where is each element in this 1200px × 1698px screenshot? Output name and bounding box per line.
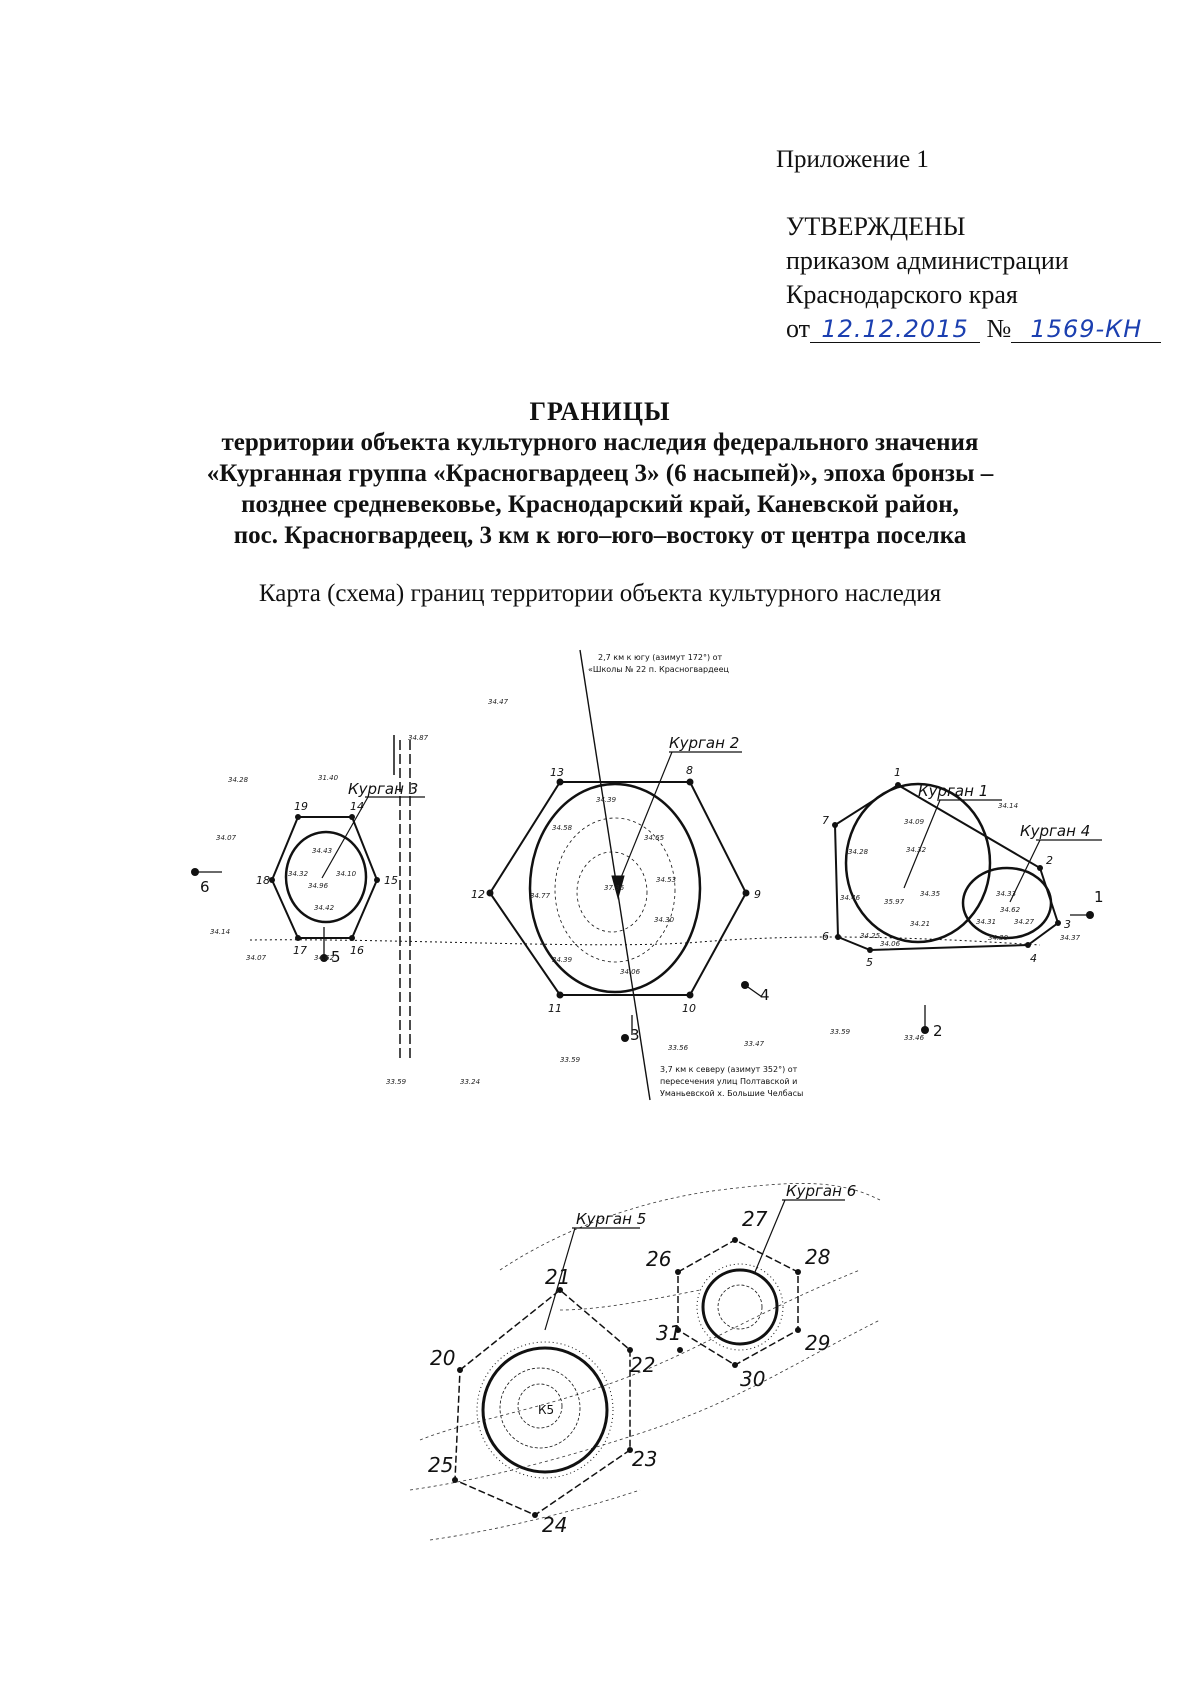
vertex-12: 12 [471, 888, 485, 901]
heading-main: ГРАНИЦЫ [529, 397, 671, 426]
survey-marker-4 [741, 981, 749, 989]
approved-line-1: приказом администрации [786, 246, 1069, 275]
elev: 34.39 [552, 956, 573, 964]
point-28: 28 [805, 1245, 831, 1269]
elev: 34.37 [1060, 934, 1081, 942]
elev: 34.39 [596, 796, 617, 804]
vertex-2: 2 [1046, 854, 1053, 867]
elev: 34.14 [998, 802, 1019, 810]
mound-center-label: К5 [538, 1403, 555, 1417]
vertex-17: 17 [293, 944, 307, 957]
elev: 34.65 [644, 834, 665, 842]
handwritten-number: 1569-КН [1011, 316, 1161, 343]
elev: 34.30 [654, 916, 675, 924]
appendix-label: Приложение 1 [776, 146, 929, 173]
vertex-9: 9 [754, 888, 761, 901]
document-heading [150, 396, 1050, 551]
approval-block [786, 210, 1161, 346]
boundary-polygon-kurgan-6 [678, 1240, 798, 1365]
marker-label-3: 3 [630, 1026, 640, 1044]
number-prefix: № [986, 314, 1012, 343]
elev: 34.09 [904, 818, 925, 826]
point-20: 20 [430, 1346, 456, 1370]
point-29: 29 [805, 1331, 831, 1355]
vertex-5: 5 [866, 956, 873, 969]
vertex-1: 1 [894, 766, 901, 779]
label-kurgan-4: Курган 4 [1020, 822, 1091, 840]
vertex-18: 18 [256, 874, 270, 887]
vertex-11: 11 [548, 1002, 562, 1015]
elev: 35.97 [884, 898, 905, 906]
note-north-1: 2,7 км к югу (азимут 172°) от [598, 653, 723, 662]
note-south-2: пересечения улиц Полтавской и [660, 1077, 798, 1086]
label-kurgan-5: Курган 5 [576, 1210, 647, 1228]
label-kurgan-3: Курган 3 [348, 780, 419, 798]
leader-kurgan-2 [618, 752, 672, 885]
elev: 34.31 [976, 918, 997, 926]
elev: 34.27 [1014, 918, 1035, 926]
label-kurgan-1: Курган 1 [918, 782, 989, 800]
elev: 34.62 [314, 954, 335, 962]
elev: 34.35 [920, 890, 941, 898]
elev: 34.32 [906, 846, 927, 854]
vertex-13: 13 [550, 766, 564, 779]
vertex-10: 10 [682, 1002, 696, 1015]
approved-title: УТВЕРЖДЕНЫ [786, 212, 966, 241]
elev: 34.10 [336, 870, 357, 878]
point-31: 31 [656, 1321, 682, 1345]
vertex-15: 15 [384, 874, 398, 887]
elev: 33.24 [460, 1078, 481, 1086]
point-23: 23 [632, 1447, 658, 1471]
elev: 34.25 [860, 932, 881, 940]
point-25: 25 [428, 1453, 454, 1477]
elev: 34.14 [210, 928, 231, 936]
elev: 34.28 [228, 776, 249, 784]
marker-label-4: 4 [760, 986, 770, 1004]
date-prefix: от [786, 314, 811, 343]
elev: 34.32 [288, 870, 309, 878]
survey-marker-1 [1086, 911, 1094, 919]
label-kurgan-2: Курган 2 [669, 734, 740, 752]
point-26: 26 [646, 1247, 672, 1271]
label-kurgan-6: Курган 6 [786, 1182, 857, 1200]
heading-line-3: позднее средневековье, Краснодарский край, Каневской район, [241, 491, 959, 518]
elev: 34.30 [988, 934, 1009, 942]
elev: 33.47 [744, 1040, 765, 1048]
elev: 34.43 [312, 847, 333, 855]
point-30: 30 [740, 1367, 766, 1391]
vertex-3: 3 [1064, 918, 1071, 931]
elev: 34.77 [530, 892, 551, 900]
vertex-6: 6 [822, 930, 829, 943]
contour-inner-kurgan-2 [577, 852, 647, 932]
vertex-4: 4 [1030, 952, 1037, 965]
mound-outline-kurgan-6 [703, 1270, 777, 1344]
elev: 34.47 [488, 698, 509, 706]
elev: 34.06 [880, 940, 901, 948]
elev: 34.28 [848, 848, 869, 856]
elev: 33.56 [668, 1044, 689, 1052]
marker-label-5: 5 [331, 948, 341, 966]
marker-label-1: 1 [1094, 888, 1104, 906]
elev: 34.58 [552, 824, 573, 832]
heading-line-2: «Курганная группа «Красногвардеец 3» (6 насыпей)», эпоха бронзы – [206, 460, 994, 487]
point-27: 27 [742, 1207, 768, 1231]
approval-date-number [786, 312, 1161, 346]
elev: 34.06 [620, 968, 641, 976]
boundary-map-top [0, 640, 1200, 1120]
note-south-3: Уманьевской х. Большие Челбасы [660, 1089, 804, 1098]
elev: 34.33 [996, 890, 1017, 898]
elev: 34.42 [314, 904, 335, 912]
point-24: 24 [542, 1513, 568, 1537]
vertex-14: 14 [350, 800, 364, 813]
heading-line-4: пос. Красногвардеец, 3 км к юго–юго–востоку от центра поселка [233, 522, 967, 549]
note-north-2: «Школы № 22 п. Красногвардеец [588, 665, 729, 674]
elev: 34.96 [308, 882, 329, 890]
marker-label-6: 6 [200, 878, 210, 896]
marker-label-2: 2 [933, 1022, 943, 1040]
mound-outline-kurgan-4 [963, 868, 1051, 938]
mound-hatching-kurgan-6 [697, 1264, 783, 1350]
boundary-map-bottom [0, 1160, 1200, 1580]
survey-marker-3 [621, 1034, 629, 1042]
elev: 31.40 [318, 774, 339, 782]
point-21: 21 [545, 1265, 571, 1289]
elev: 34.46 [840, 894, 861, 902]
vertex-19: 19 [294, 800, 308, 813]
map-subtitle: Карта (схема) границ территории объекта культурного наследия [258, 580, 942, 607]
vertex-16: 16 [350, 944, 364, 957]
elev: 37.36 [604, 884, 625, 892]
elev: 34.53 [656, 876, 677, 884]
heading-line-1: территории объекта культурного наследия федерального значения [221, 429, 979, 456]
leader-kurgan-1 [904, 800, 940, 888]
approved-line-2: Краснодарского края [786, 280, 1018, 309]
point-22: 22 [630, 1353, 656, 1377]
handwritten-date: 12.12.2015 [810, 316, 980, 343]
contour-line [560, 1290, 700, 1310]
elev: 33.59 [830, 1028, 851, 1036]
vertex-8: 8 [686, 764, 693, 777]
elev: 33.59 [560, 1056, 581, 1064]
survey-marker-6 [191, 868, 199, 876]
elev: 34.62 [1000, 906, 1021, 914]
elev: 33.46 [904, 1034, 925, 1042]
survey-marker-2 [921, 1026, 929, 1034]
vertex-7: 7 [822, 814, 829, 827]
elev: 34.87 [408, 734, 429, 742]
elev: 34.21 [910, 920, 931, 928]
elev: 34.07 [246, 954, 267, 962]
elev: 33.59 [386, 1078, 407, 1086]
note-south-1: 3,7 км к северу (азимут 352°) от [660, 1065, 798, 1074]
elev: 34.07 [216, 834, 237, 842]
